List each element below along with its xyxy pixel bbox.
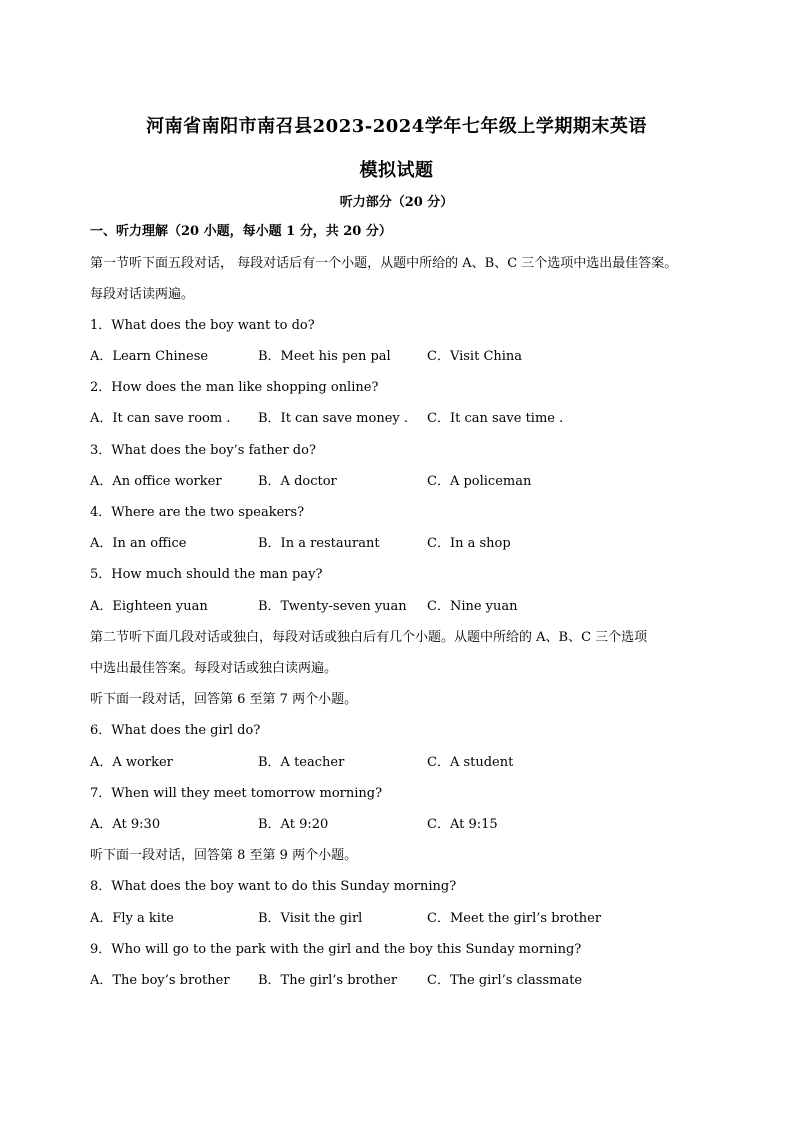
option-c: C．A policeman	[427, 474, 532, 489]
question-8: 8．What does the boy want to do this Sunday morning?	[90, 879, 457, 894]
subtitle: 听力部分（20 分）	[339, 195, 454, 210]
part1-instruction-1: 第一节听下面五段对话， 每段对话后有一个小题，从题中所给的 A、B、C 三个选项中选出最佳答案。	[90, 256, 678, 271]
question-2: 2．How does the man like shopping online?	[90, 380, 379, 395]
option-a: A．In an office	[90, 536, 187, 551]
option-c: C．Nine yuan	[427, 599, 518, 614]
option-c: C．Visit China	[427, 349, 523, 364]
option-a: A．At 9:30	[90, 817, 161, 832]
option-b: B．At 9:20	[258, 817, 329, 832]
options-row-8	[90, 910, 710, 928]
title-line-2: 模拟试题	[359, 160, 434, 181]
option-b: B．Twenty-seven yuan	[258, 599, 407, 614]
option-a: A．Learn Chinese	[90, 349, 209, 364]
option-a: A．Eighteen yuan	[90, 599, 208, 614]
title-line-1: 河南省南阳市南召县2023-2024学年七年级上学期期末英语	[146, 116, 647, 137]
question-1: 1．What does the boy want to do?	[90, 318, 315, 333]
option-b: B．The girl’s brother	[258, 973, 398, 988]
option-b: B．Visit the girl	[258, 911, 363, 926]
options-row-1	[90, 348, 710, 366]
options-row-5	[90, 598, 710, 616]
option-b: B．Meet his pen pal	[258, 349, 391, 364]
options-row-4	[90, 535, 710, 553]
option-a: A．An office worker	[90, 474, 222, 489]
option-c: C．At 9:15	[427, 817, 498, 832]
section-heading: 一、听力理解（20 小题，每小题 1 分，共 20 分）	[90, 224, 392, 239]
question-7: 7．When will they meet tomorrow morning?	[90, 786, 383, 801]
options-row-2	[90, 410, 710, 428]
option-a: A．It can save room .	[90, 411, 231, 426]
part2-instruction-2: 中选出最佳答案。每段对话或独白读两遍。	[90, 661, 338, 676]
options-row-6	[90, 754, 710, 772]
option-c: C．Meet the girl’s brother	[427, 911, 602, 926]
dialog-instruction-6-7: 听下面一段对话，回答第 6 至第 7 两个小题。	[90, 692, 358, 707]
dialog-instruction-8-9: 听下面一段对话，回答第 8 至第 9 两个小题。	[90, 848, 358, 863]
option-c: C．The girl’s classmate	[427, 973, 583, 988]
option-b: B．A teacher	[258, 755, 345, 770]
option-a: A．The boy’s brother	[90, 973, 230, 988]
options-row-9	[90, 972, 710, 990]
option-b: B．It can save money .	[258, 411, 409, 426]
part2-instruction-1: 第二节听下面几段对话或独白，每段对话或独白后有几个小题。从题中所给的 A、B、C 三个选项	[90, 630, 648, 645]
option-b: B．A doctor	[258, 474, 337, 489]
question-4: 4．Where are the two speakers?	[90, 505, 305, 520]
option-c: C．It can save time .	[427, 411, 564, 426]
question-3: 3．What does the boy’s father do?	[90, 443, 316, 458]
question-9: 9．Who will go to the park with the girl and the boy this Sunday morning?	[90, 942, 582, 957]
part1-instruction-2: 每段对话读两遍。	[90, 287, 195, 302]
options-row-7	[90, 816, 710, 834]
option-a: A．Fly a kite	[90, 911, 174, 926]
option-c: C．A student	[427, 755, 514, 770]
option-a: A．A worker	[90, 755, 173, 770]
options-row-3	[90, 473, 710, 491]
question-6: 6．What does the girl do?	[90, 723, 261, 738]
option-b: B．In a restaurant	[258, 536, 380, 551]
option-c: C．In a shop	[427, 536, 511, 551]
question-5: 5．How much should the man pay?	[90, 567, 323, 582]
